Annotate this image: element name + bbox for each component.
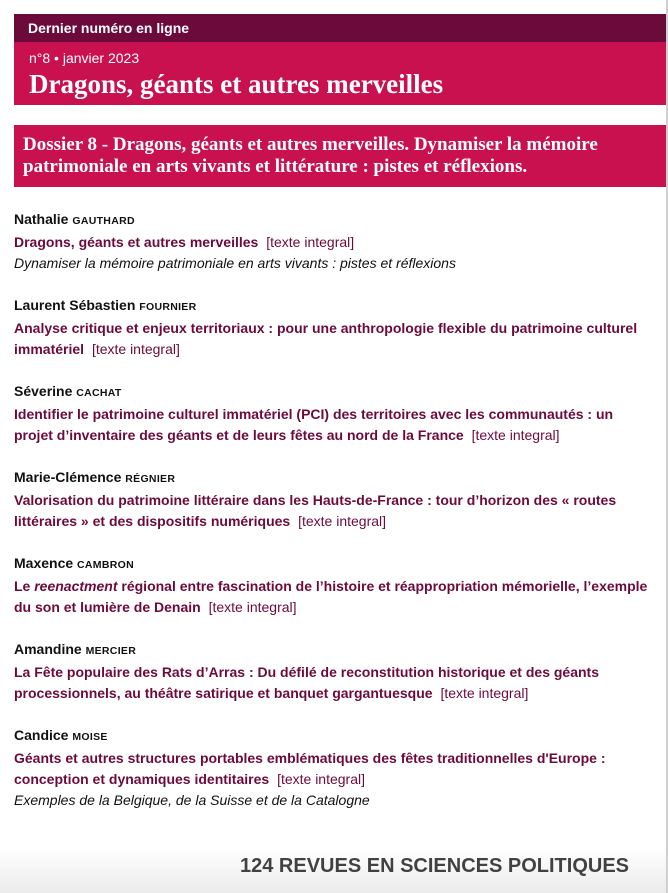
article-title-link[interactable]: Le reenactment régional entre fascination de l’histoire et réappropriation mémorielle, l’exemple du son et lumière de Denain [14, 578, 648, 615]
article-title-link[interactable]: Géants et autres structures portables emblématiques des fêtes traditionnelles d'Europe : conception et dynamiques identitaires [14, 750, 606, 787]
full-text-link[interactable]: [texte integral] [277, 771, 365, 787]
article-title-link[interactable]: La Fête populaire des Rats d’Arras : Du défilé de reconstitution historique et des géants processionnels, au théâtre satirique et banquet gargantuesque [14, 664, 599, 701]
dossier-title[interactable] [14, 125, 668, 187]
full-text-link[interactable]: [texte integral] [208, 599, 297, 615]
full-text-link[interactable]: [texte integral] [91, 341, 180, 357]
article-title-link[interactable]: Dragons, géants et autres merveilles [14, 234, 259, 250]
full-text-link[interactable]: [texte integral] [471, 427, 560, 443]
article-author: Séverine CACHAT [14, 383, 122, 399]
full-text-link[interactable]: [texte integral] [440, 685, 529, 701]
article-subtitle: Exemples de la Belgique, de la Suisse et de la Catalogne [14, 792, 370, 808]
article-author: Nathalie GAUTHARD [14, 211, 135, 227]
article-author: Candice MOISE [14, 727, 108, 743]
article-title-link[interactable]: Analyse critique et enjeux territoriaux : pour une anthropologie flexible du patrimoine culturel immatériel [14, 320, 638, 357]
dossier-title-text: Dossier 8 - Dragons, géants et autres merveilles. Dynamiser la mémoire patrimoniale en arts vivants et littérature : pistes et réflexions. [23, 134, 598, 177]
issue-number-date: n°8 • janvier 2023 [29, 50, 140, 66]
article-item [14, 467, 654, 532]
article-title-link[interactable]: Identifier le patrimoine culturel immatériel (PCI) des territoires avec les communautés : un projet d’inventaire des géants et de leurs fêtes au nord de la France [14, 406, 614, 443]
article-list [14, 209, 654, 832]
article-item [14, 381, 654, 446]
latest-issue-bar [14, 14, 668, 42]
latest-issue-label: Dernier numéro en ligne [28, 20, 190, 36]
issue-title[interactable]: Dragons, géants et autres merveilles [29, 69, 444, 99]
article-title-link[interactable]: Valorisation du patrimoine littéraire dans les Hauts-de-France : tour d’horizon des « routes littéraires » et des dispositifs numériques [14, 492, 617, 529]
article-author: Maxence CAMBRON [14, 555, 134, 571]
article-author: Amandine MERCIER [14, 641, 137, 657]
article-item [14, 725, 654, 811]
article-author: Laurent Sébastien FOURNIER [14, 297, 197, 313]
full-text-link[interactable]: [texte integral] [266, 234, 355, 250]
article-item [14, 553, 654, 618]
footer-banner-text[interactable]: 124 REVUES EN SCIENCES POLITIQUES [240, 855, 629, 877]
article-subtitle: Dynamiser la mémoire patrimoniale en arts vivants : pistes et réflexions [14, 255, 456, 271]
article-author: Marie-Clémence RÉGNIER [14, 469, 176, 485]
full-text-link[interactable]: [texte integral] [298, 513, 387, 529]
article-item [14, 295, 654, 360]
article-item [14, 209, 654, 274]
issue-header [14, 42, 668, 105]
article-item [14, 639, 654, 704]
